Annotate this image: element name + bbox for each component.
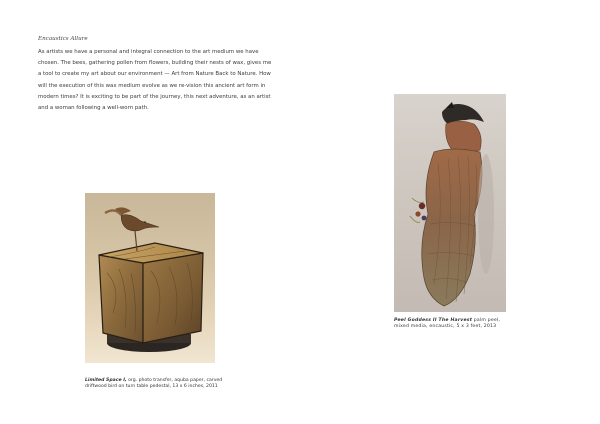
palm-peel-figure	[422, 149, 482, 306]
cube-left-face	[99, 255, 143, 343]
peel-goddess-image	[394, 94, 506, 312]
essay-title: Encaustics Allure	[38, 36, 88, 42]
caption-peel-goddess	[394, 318, 509, 330]
cube-right-face	[143, 253, 203, 343]
essay-paragraph: As artists we have a personal and integral connection to the art medium we have chosen. The bees, gathering pollen from flowers, building their nests of wax, gives me a tool to create my art about our environment — Art from Nature Back to Nature. How will the execution of this wax medium evolve as we re-vision this ancient art form in modern times? It is exciting to be part of the journey, this next adventure, as an artist and a woman following a well-worn path.	[38, 49, 272, 112]
cube-sculpture-image	[85, 193, 215, 363]
caption-details: palm peel, mixed media, encaustic, 5 x 3 feet, 2013	[394, 318, 501, 329]
caption-title: Peel Goddess II The Harvest	[394, 318, 473, 323]
harvest-ornaments	[410, 198, 426, 222]
artwork-photo-limited-space	[85, 193, 215, 363]
caption-title: Limited Space I,	[85, 378, 127, 383]
artwork-photo-peel-goddess	[394, 94, 506, 312]
carved-bird	[105, 207, 159, 231]
caption-limited-space	[85, 378, 225, 390]
essay-body	[38, 47, 273, 114]
caption-details: org. photo transfer, aquba paper, carved driftwood bird on turn table pedestal, 13 x 6 inches, 2011	[85, 378, 223, 389]
